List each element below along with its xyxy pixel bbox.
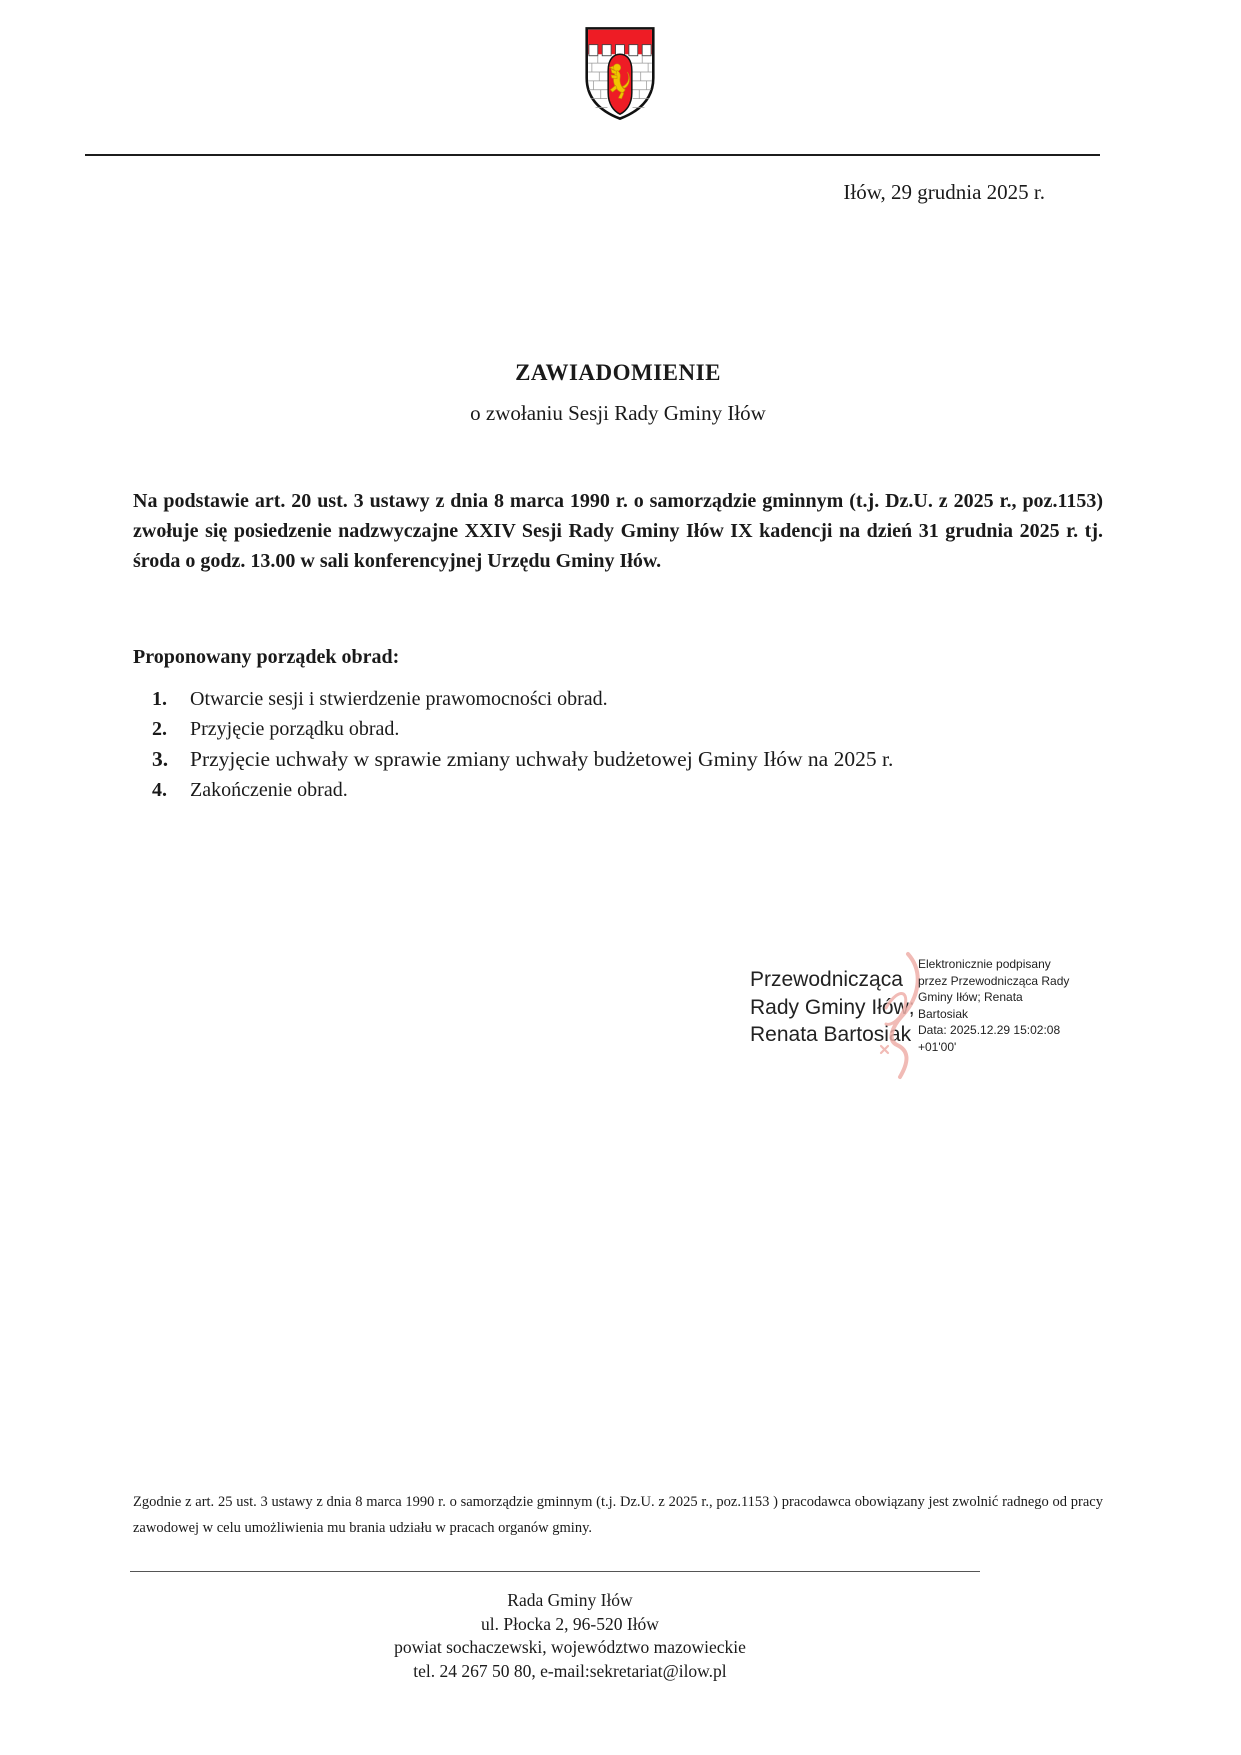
signature-name-line: Rady Gminy Iłów; (750, 995, 915, 1019)
agenda-item-text: Przyjęcie uchwały w sprawie zmiany uchwały budżetowej Gminy Iłów na 2025 r. (190, 747, 894, 771)
signature-detail-line: Gminy Iłów; Renata (918, 990, 1023, 1004)
footer-address-block (133, 1589, 1007, 1683)
signature-name-line: Renata Bartosiak (750, 1023, 912, 1046)
header-divider (85, 154, 1100, 156)
footer-line-street: ul. Płocka 2, 96-520 Iłów (481, 1613, 659, 1634)
signature-signer-name (750, 966, 920, 1049)
agenda-item-number: 3. (152, 747, 169, 771)
coat-of-arms-icon (583, 24, 657, 123)
signature-name-line: Przewodnicząca (750, 968, 903, 991)
footer-line-contact: tel. 24 267 50 80, e-mail:sekretariat@ilow.pl (413, 1660, 727, 1681)
agenda-item-text: Zakończenie obrad. (190, 779, 348, 801)
title-block (133, 360, 1103, 426)
signature-detail-line: przez Przewodnicząca Rady (918, 973, 1070, 988)
agenda-item-number: 1. (152, 688, 167, 710)
intro-paragraph: Na podstawie art. 20 ust. 3 ustawy z dnia 8 marca 1990 r. o samorządzie gminnym (t.j. Dz.U. z 2025 r., poz.1153) zwołuje się posiedzenie nadzwyczajne XXIV Sesji Rady Gminy Iłów IX kadencji na dzień 31 grudnia 2025 r. tj. środa o godz. 13.00 w sali konferencyjnej Urzędu Gminy Iłów. (133, 490, 1103, 572)
signature-detail-line: Data: 2025.12.29 15:02:08 (918, 1023, 1061, 1037)
page-title: ZAWIADOMIENIE (515, 360, 721, 385)
page-subtitle: o zwołaniu Sesji Rady Gminy Iłów (470, 401, 766, 425)
agenda-item-text: Otwarcie sesji i stwierdzenie prawomocności obrad. (190, 688, 608, 710)
agenda-item (133, 775, 1103, 805)
date-line: Iłów, 29 grudnia 2025 r. (843, 180, 1045, 204)
signature-details (918, 956, 1070, 1055)
agenda-item-number: 4. (152, 779, 167, 801)
footer-divider (130, 1571, 980, 1572)
footnote: Zgodnie z art. 25 ust. 3 ustawy z dnia 8 marca 1990 r. o samorządzie gminnym (t.j. Dz.U. z 2025 r., poz.1153 ) pracodawca obowiązany jest zwolnić radnego od pracy zawodowej w celu umożliwienia mu brania udziału w pracach organów gminy. (133, 1494, 1103, 1536)
footer-line-region: powiat sochaczewski, województwo mazowieckie (394, 1637, 746, 1657)
agenda-list (133, 684, 1103, 805)
signature-detail-line: Elektronicznie podpisany (918, 957, 1051, 971)
agenda-item (133, 714, 1103, 744)
footer-line-organization: Rada Gminy Iłów (507, 1590, 633, 1610)
agenda-item (133, 684, 1103, 714)
agenda-item (133, 744, 1103, 775)
signature-detail-line: +01'00' (918, 1039, 957, 1054)
signature-detail-line: Bartosiak (918, 1006, 969, 1021)
agenda-heading: Proponowany porządek obrad: (133, 646, 400, 668)
agenda-item-text: Przyjęcie porządku obrad. (190, 718, 400, 740)
agenda-item-number: 2. (152, 718, 167, 740)
